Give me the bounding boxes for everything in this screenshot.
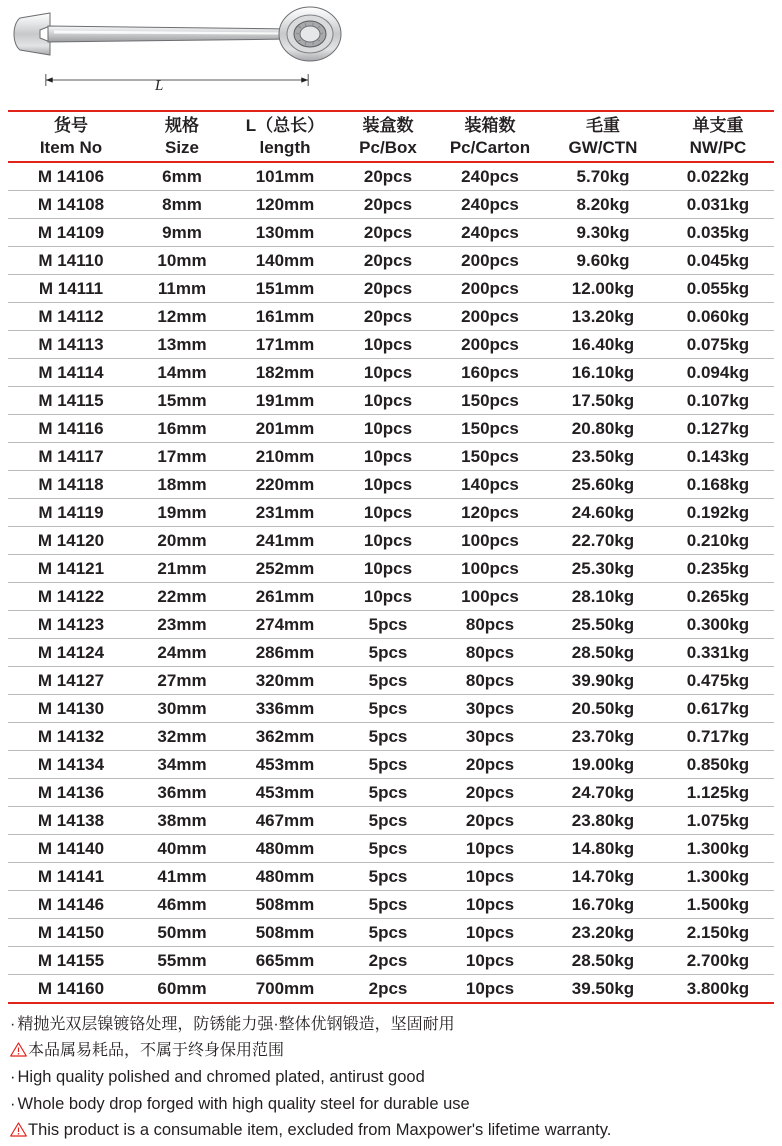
warning-triangle-icon <box>10 1119 27 1134</box>
table-row <box>8 527 774 555</box>
wrench-icon <box>10 4 350 76</box>
cell-pc-carton: 10pcs <box>436 835 544 863</box>
cell-size: 27mm <box>134 667 230 695</box>
cell-item-no: M 14122 <box>8 583 134 611</box>
cell-size: 50mm <box>134 919 230 947</box>
header-gw-en: GW/CTN <box>544 137 662 162</box>
cell-size: 9mm <box>134 219 230 247</box>
table-row <box>8 303 774 331</box>
cell-item-no: M 14109 <box>8 219 134 247</box>
cell-pc-carton: 80pcs <box>436 611 544 639</box>
cell-pc-carton: 160pcs <box>436 359 544 387</box>
cell-pc-box: 5pcs <box>340 919 436 947</box>
cell-size: 19mm <box>134 499 230 527</box>
cell-pc-box: 10pcs <box>340 471 436 499</box>
cell-length: 508mm <box>230 919 340 947</box>
length-dimension-line <box>22 74 332 86</box>
cell-length: 151mm <box>230 275 340 303</box>
table-row <box>8 639 774 667</box>
note-text: 本品属易耗品，不属于终身保用范围 <box>28 1041 285 1059</box>
cell-gross-weight: 16.40kg <box>544 331 662 359</box>
cell-pc-box: 5pcs <box>340 695 436 723</box>
cell-gross-weight: 28.50kg <box>544 947 662 975</box>
note-text: This product is a consumable item, excluded from Maxpower's lifetime warranty. <box>28 1121 612 1140</box>
cell-net-weight: 1.500kg <box>662 891 774 919</box>
cell-size: 30mm <box>134 695 230 723</box>
table-row <box>8 751 774 779</box>
cell-pc-carton: 150pcs <box>436 387 544 415</box>
cell-item-no: M 14124 <box>8 639 134 667</box>
cell-pc-carton: 100pcs <box>436 527 544 555</box>
table-row <box>8 723 774 751</box>
cell-length: 480mm <box>230 835 340 863</box>
table-header <box>8 111 774 162</box>
note-line <box>10 1091 772 1118</box>
cell-length: 665mm <box>230 947 340 975</box>
cell-item-no: M 14114 <box>8 359 134 387</box>
cell-pc-box: 5pcs <box>340 863 436 891</box>
cell-gross-weight: 25.60kg <box>544 471 662 499</box>
table-row <box>8 583 774 611</box>
cell-length: 161mm <box>230 303 340 331</box>
cell-length: 261mm <box>230 583 340 611</box>
cell-size: 40mm <box>134 835 230 863</box>
cell-pc-box: 10pcs <box>340 359 436 387</box>
cell-net-weight: 0.300kg <box>662 611 774 639</box>
table-row <box>8 695 774 723</box>
cell-length: 101mm <box>230 162 340 191</box>
header-length-cn: L（总长） <box>245 116 325 135</box>
bullet-icon: · <box>10 1094 16 1113</box>
cell-item-no: M 14130 <box>8 695 134 723</box>
cell-pc-carton: 240pcs <box>436 219 544 247</box>
table-row <box>8 891 774 919</box>
cell-pc-carton: 150pcs <box>436 443 544 471</box>
cell-pc-box: 10pcs <box>340 527 436 555</box>
note-line <box>10 1117 772 1144</box>
cell-net-weight: 0.331kg <box>662 639 774 667</box>
cell-length: 241mm <box>230 527 340 555</box>
table-row <box>8 947 774 975</box>
cell-pc-carton: 200pcs <box>436 303 544 331</box>
cell-length: 700mm <box>230 975 340 1004</box>
cell-length: 362mm <box>230 723 340 751</box>
table-row <box>8 443 774 471</box>
cell-pc-box: 20pcs <box>340 162 436 191</box>
cell-gross-weight: 20.50kg <box>544 695 662 723</box>
cell-pc-carton: 100pcs <box>436 555 544 583</box>
cell-length: 508mm <box>230 891 340 919</box>
cell-length: 231mm <box>230 499 340 527</box>
table-row <box>8 975 774 1004</box>
cell-pc-box: 5pcs <box>340 891 436 919</box>
cell-pc-carton: 10pcs <box>436 863 544 891</box>
table-row <box>8 471 774 499</box>
table-row <box>8 387 774 415</box>
cell-gross-weight: 39.50kg <box>544 975 662 1004</box>
cell-item-no: M 14123 <box>8 611 134 639</box>
cell-gross-weight: 23.80kg <box>544 807 662 835</box>
header-item-no-cn: 货号 <box>54 116 88 135</box>
cell-pc-box: 2pcs <box>340 975 436 1004</box>
cell-item-no: M 14115 <box>8 387 134 415</box>
cell-pc-carton: 120pcs <box>436 499 544 527</box>
cell-pc-box: 5pcs <box>340 723 436 751</box>
cell-size: 11mm <box>134 275 230 303</box>
cell-length: 140mm <box>230 247 340 275</box>
table-row <box>8 863 774 891</box>
cell-length: 201mm <box>230 415 340 443</box>
table-row <box>8 499 774 527</box>
cell-size: 12mm <box>134 303 230 331</box>
cell-item-no: M 14140 <box>8 835 134 863</box>
cell-net-weight: 0.055kg <box>662 275 774 303</box>
cell-net-weight: 0.094kg <box>662 359 774 387</box>
cell-net-weight: 0.127kg <box>662 415 774 443</box>
note-line <box>10 1038 772 1064</box>
cell-gross-weight: 13.20kg <box>544 303 662 331</box>
cell-length: 320mm <box>230 667 340 695</box>
cell-size: 6mm <box>134 162 230 191</box>
table-row <box>8 191 774 219</box>
cell-gross-weight: 16.10kg <box>544 359 662 387</box>
cell-length: 274mm <box>230 611 340 639</box>
cell-length: 480mm <box>230 863 340 891</box>
table-row <box>8 611 774 639</box>
cell-net-weight: 0.850kg <box>662 751 774 779</box>
cell-size: 14mm <box>134 359 230 387</box>
table-row <box>8 359 774 387</box>
table-row <box>8 247 774 275</box>
cell-size: 46mm <box>134 891 230 919</box>
cell-pc-carton: 30pcs <box>436 695 544 723</box>
cell-item-no: M 14155 <box>8 947 134 975</box>
table-row <box>8 835 774 863</box>
cell-gross-weight: 14.80kg <box>544 835 662 863</box>
cell-item-no: M 14112 <box>8 303 134 331</box>
table-row <box>8 162 774 191</box>
cell-size: 41mm <box>134 863 230 891</box>
cell-net-weight: 0.265kg <box>662 583 774 611</box>
header-pc-carton-cn: 装箱数 <box>464 116 516 135</box>
cell-gross-weight: 12.00kg <box>544 275 662 303</box>
cell-size: 55mm <box>134 947 230 975</box>
cell-item-no: M 14113 <box>8 331 134 359</box>
cell-gross-weight: 23.50kg <box>544 443 662 471</box>
cell-gross-weight: 5.70kg <box>544 162 662 191</box>
cell-length: 453mm <box>230 751 340 779</box>
header-size-en: Size <box>134 137 230 162</box>
cell-size: 16mm <box>134 415 230 443</box>
cell-gross-weight: 22.70kg <box>544 527 662 555</box>
cell-size: 22mm <box>134 583 230 611</box>
cell-pc-box: 5pcs <box>340 779 436 807</box>
cell-length: 453mm <box>230 779 340 807</box>
cell-pc-box: 10pcs <box>340 331 436 359</box>
table-row <box>8 667 774 695</box>
note-text: 精抛光双层镍镀铬处理，防锈能力强·整体优钢锻造，坚固耐用 <box>17 1016 455 1033</box>
cell-size: 32mm <box>134 723 230 751</box>
table-row <box>8 415 774 443</box>
table-row <box>8 219 774 247</box>
cell-pc-carton: 200pcs <box>436 331 544 359</box>
cell-pc-box: 5pcs <box>340 807 436 835</box>
cell-net-weight: 0.143kg <box>662 443 774 471</box>
table-row <box>8 807 774 835</box>
bullet-icon: · <box>10 1016 16 1033</box>
cell-pc-carton: 80pcs <box>436 667 544 695</box>
cell-size: 10mm <box>134 247 230 275</box>
cell-item-no: M 14120 <box>8 527 134 555</box>
cell-item-no: M 14116 <box>8 415 134 443</box>
cell-pc-box: 10pcs <box>340 415 436 443</box>
cell-item-no: M 14134 <box>8 751 134 779</box>
note-text: High quality polished and chromed plated, antirust good <box>17 1067 425 1086</box>
cell-length: 120mm <box>230 191 340 219</box>
cell-item-no: M 14127 <box>8 667 134 695</box>
cell-item-no: M 14119 <box>8 499 134 527</box>
cell-net-weight: 3.800kg <box>662 975 774 1004</box>
cell-pc-box: 5pcs <box>340 667 436 695</box>
cell-gross-weight: 9.30kg <box>544 219 662 247</box>
cell-length: 182mm <box>230 359 340 387</box>
header-nw-en: NW/PC <box>662 137 774 162</box>
cell-item-no: M 14138 <box>8 807 134 835</box>
cell-net-weight: 1.300kg <box>662 835 774 863</box>
cell-size: 23mm <box>134 611 230 639</box>
cell-size: 8mm <box>134 191 230 219</box>
cell-pc-box: 5pcs <box>340 611 436 639</box>
cell-item-no: M 14146 <box>8 891 134 919</box>
cell-length: 467mm <box>230 807 340 835</box>
cell-pc-carton: 240pcs <box>436 162 544 191</box>
note-line <box>10 1064 772 1091</box>
cell-gross-weight: 39.90kg <box>544 667 662 695</box>
cell-size: 13mm <box>134 331 230 359</box>
header-item-no-en: Item No <box>8 137 134 162</box>
cell-net-weight: 0.210kg <box>662 527 774 555</box>
cell-net-weight: 0.045kg <box>662 247 774 275</box>
header-row-cn <box>8 115 774 137</box>
header-nw-cn: 单支重 <box>692 116 744 135</box>
cell-pc-carton: 150pcs <box>436 415 544 443</box>
cell-gross-weight: 17.50kg <box>544 387 662 415</box>
cell-gross-weight: 24.70kg <box>544 779 662 807</box>
product-illustration <box>0 0 782 110</box>
cell-pc-carton: 200pcs <box>436 275 544 303</box>
cell-pc-box: 10pcs <box>340 499 436 527</box>
cell-gross-weight: 25.30kg <box>544 555 662 583</box>
cell-gross-weight: 16.70kg <box>544 891 662 919</box>
cell-gross-weight: 19.00kg <box>544 751 662 779</box>
cell-pc-carton: 140pcs <box>436 471 544 499</box>
cell-net-weight: 0.168kg <box>662 471 774 499</box>
cell-net-weight: 0.031kg <box>662 191 774 219</box>
cell-pc-carton: 10pcs <box>436 891 544 919</box>
cell-length: 286mm <box>230 639 340 667</box>
cell-pc-carton: 10pcs <box>436 947 544 975</box>
cell-pc-box: 20pcs <box>340 303 436 331</box>
cell-pc-carton: 10pcs <box>436 975 544 1004</box>
cell-pc-box: 5pcs <box>340 639 436 667</box>
cell-pc-box: 20pcs <box>340 219 436 247</box>
cell-net-weight: 1.075kg <box>662 807 774 835</box>
cell-gross-weight: 24.60kg <box>544 499 662 527</box>
specification-table-wrapper <box>0 110 782 1004</box>
cell-length: 130mm <box>230 219 340 247</box>
cell-gross-weight: 20.80kg <box>544 415 662 443</box>
cell-gross-weight: 23.70kg <box>544 723 662 751</box>
cell-pc-carton: 10pcs <box>436 919 544 947</box>
note-text: Whole body drop forged with high quality steel for durable use <box>17 1094 470 1113</box>
cell-item-no: M 14110 <box>8 247 134 275</box>
header-pc-box-en: Pc/Box <box>340 137 436 162</box>
cell-pc-carton: 100pcs <box>436 583 544 611</box>
cell-pc-box: 20pcs <box>340 247 436 275</box>
cell-pc-box: 2pcs <box>340 947 436 975</box>
cell-net-weight: 0.075kg <box>662 331 774 359</box>
cell-net-weight: 0.107kg <box>662 387 774 415</box>
cell-size: 21mm <box>134 555 230 583</box>
bullet-icon: · <box>10 1067 16 1086</box>
note-line <box>10 1012 772 1038</box>
header-size-cn: 规格 <box>165 116 199 135</box>
table-body <box>8 162 774 1003</box>
cell-gross-weight: 28.10kg <box>544 583 662 611</box>
cell-net-weight: 0.235kg <box>662 555 774 583</box>
header-pc-box-cn: 装盒数 <box>362 116 414 135</box>
cell-pc-box: 10pcs <box>340 443 436 471</box>
cell-gross-weight: 14.70kg <box>544 863 662 891</box>
cell-net-weight: 0.060kg <box>662 303 774 331</box>
cell-size: 15mm <box>134 387 230 415</box>
cell-length: 252mm <box>230 555 340 583</box>
cell-pc-box: 20pcs <box>340 275 436 303</box>
cell-length: 336mm <box>230 695 340 723</box>
cell-pc-box: 5pcs <box>340 751 436 779</box>
table-row <box>8 919 774 947</box>
table-row <box>8 275 774 303</box>
cell-net-weight: 0.617kg <box>662 695 774 723</box>
cell-item-no: M 14121 <box>8 555 134 583</box>
cell-item-no: M 14106 <box>8 162 134 191</box>
header-gw-cn: 毛重 <box>586 116 620 135</box>
cell-length: 191mm <box>230 387 340 415</box>
cell-pc-box: 10pcs <box>340 583 436 611</box>
header-pc-carton-en: Pc/Carton <box>436 137 544 162</box>
cell-pc-carton: 30pcs <box>436 723 544 751</box>
cell-item-no: M 14118 <box>8 471 134 499</box>
cell-net-weight: 2.150kg <box>662 919 774 947</box>
cell-pc-carton: 80pcs <box>436 639 544 667</box>
cell-item-no: M 14111 <box>8 275 134 303</box>
cell-net-weight: 0.192kg <box>662 499 774 527</box>
cell-gross-weight: 28.50kg <box>544 639 662 667</box>
cell-net-weight: 1.300kg <box>662 863 774 891</box>
cell-item-no: M 14136 <box>8 779 134 807</box>
cell-net-weight: 0.035kg <box>662 219 774 247</box>
table-row <box>8 555 774 583</box>
cell-item-no: M 14160 <box>8 975 134 1004</box>
cell-net-weight: 0.475kg <box>662 667 774 695</box>
dimension-label: L <box>155 78 164 94</box>
cell-gross-weight: 8.20kg <box>544 191 662 219</box>
cell-net-weight: 1.125kg <box>662 779 774 807</box>
cell-size: 18mm <box>134 471 230 499</box>
specification-table <box>8 110 774 1004</box>
cell-length: 210mm <box>230 443 340 471</box>
cell-pc-carton: 20pcs <box>436 751 544 779</box>
header-row-en <box>8 137 774 162</box>
cell-gross-weight: 23.20kg <box>544 919 662 947</box>
cell-item-no: M 14132 <box>8 723 134 751</box>
cell-gross-weight: 9.60kg <box>544 247 662 275</box>
cell-pc-carton: 240pcs <box>436 191 544 219</box>
cell-item-no: M 14117 <box>8 443 134 471</box>
cell-size: 34mm <box>134 751 230 779</box>
cell-length: 220mm <box>230 471 340 499</box>
table-row <box>8 779 774 807</box>
cell-net-weight: 2.700kg <box>662 947 774 975</box>
cell-size: 38mm <box>134 807 230 835</box>
cell-net-weight: 0.717kg <box>662 723 774 751</box>
warning-triangle-icon <box>10 1040 27 1055</box>
cell-pc-box: 10pcs <box>340 387 436 415</box>
cell-pc-carton: 20pcs <box>436 807 544 835</box>
cell-size: 60mm <box>134 975 230 1004</box>
header-length-en: length <box>230 137 340 162</box>
cell-gross-weight: 25.50kg <box>544 611 662 639</box>
cell-pc-carton: 20pcs <box>436 779 544 807</box>
cell-length: 171mm <box>230 331 340 359</box>
cell-size: 17mm <box>134 443 230 471</box>
cell-pc-box: 20pcs <box>340 191 436 219</box>
notes-list <box>0 1004 782 1144</box>
cell-item-no: M 14150 <box>8 919 134 947</box>
cell-pc-carton: 200pcs <box>436 247 544 275</box>
cell-pc-box: 10pcs <box>340 555 436 583</box>
cell-pc-box: 5pcs <box>340 835 436 863</box>
cell-size: 24mm <box>134 639 230 667</box>
cell-size: 36mm <box>134 779 230 807</box>
table-row <box>8 331 774 359</box>
cell-net-weight: 0.022kg <box>662 162 774 191</box>
cell-item-no: M 14108 <box>8 191 134 219</box>
cell-size: 20mm <box>134 527 230 555</box>
cell-item-no: M 14141 <box>8 863 134 891</box>
